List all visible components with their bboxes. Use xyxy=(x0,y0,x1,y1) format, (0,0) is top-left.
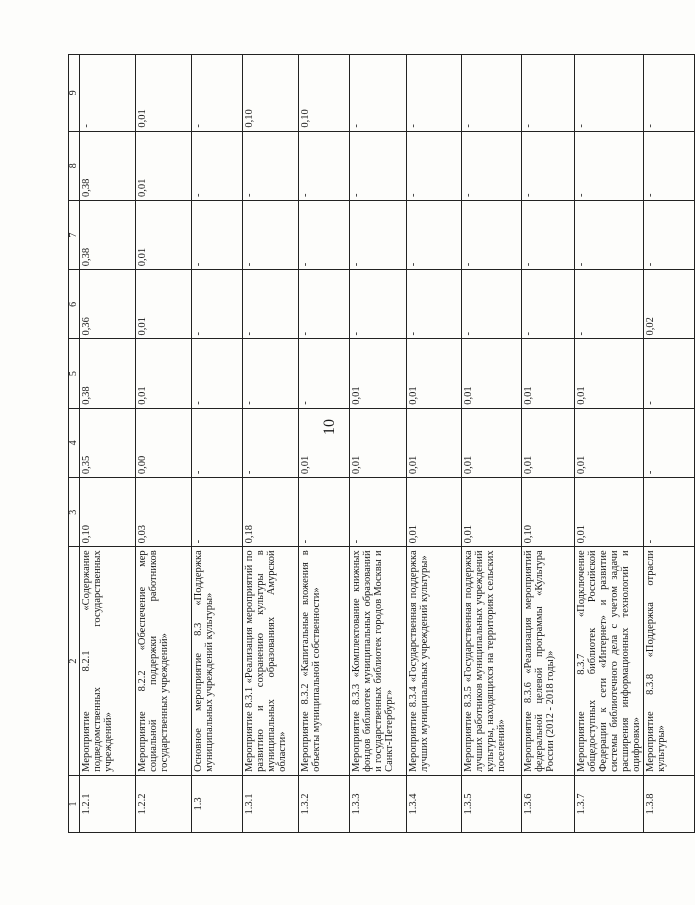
value-cell: 0,01 xyxy=(299,408,350,477)
value-cell: - xyxy=(243,408,299,477)
value-cell: - xyxy=(522,270,575,339)
measure-name: Мероприятие 8.3.1 «Реализация мероприятий по развитию и сохранению культуры в муниципальных образованиях Амурской области» xyxy=(243,547,299,776)
value-cell: - xyxy=(462,55,522,132)
value-cell: - xyxy=(644,408,695,477)
measure-name: Мероприятие 8.3.7 «Подключение общедоступных библиотек Российской Федерации к сети «Интернет» и развитие системы библиотечного дела с учетом задачи расширения информационных технологий и оцифровки» xyxy=(575,547,644,776)
value-cell: - xyxy=(192,55,243,132)
value-cell: 0,01 xyxy=(575,408,644,477)
row-number: 1.3.1 xyxy=(243,775,299,832)
header-cell: 8 xyxy=(69,131,80,200)
value-cell: 0,01 xyxy=(407,339,462,408)
value-cell: 0,10 xyxy=(80,478,136,547)
value-cell: - xyxy=(192,200,243,269)
header-cell: 1 xyxy=(69,775,80,832)
value-cell: 0,01 xyxy=(136,55,192,132)
value-cell: 0,01 xyxy=(136,270,192,339)
header-cell: 2 xyxy=(69,547,80,776)
value-cell: 0,01 xyxy=(462,408,522,477)
value-cell: 0,01 xyxy=(350,339,407,408)
value-cell: - xyxy=(644,131,695,200)
value-cell: 0,38 xyxy=(80,131,136,200)
value-cell: 0,00 xyxy=(136,408,192,477)
value-cell: - xyxy=(462,200,522,269)
table-row xyxy=(644,55,695,833)
value-cell: - xyxy=(644,478,695,547)
value-cell: - xyxy=(299,339,350,408)
value-cell: 0,01 xyxy=(407,478,462,547)
value-cell: - xyxy=(575,131,644,200)
value-cell: - xyxy=(80,55,136,132)
value-cell: - xyxy=(350,270,407,339)
value-cell: 0,10 xyxy=(299,55,350,132)
value-cell: 0,01 xyxy=(522,408,575,477)
value-cell: 0,01 xyxy=(575,339,644,408)
row-number: 1.3 xyxy=(192,775,243,832)
header-cell: 7 xyxy=(69,200,80,269)
table-row xyxy=(350,55,407,833)
value-cell: - xyxy=(243,270,299,339)
value-cell: - xyxy=(243,200,299,269)
value-cell: - xyxy=(299,478,350,547)
table-row xyxy=(136,55,192,833)
header-cell: 5 xyxy=(69,339,80,408)
value-cell: - xyxy=(299,131,350,200)
value-cell: 0,10 xyxy=(522,478,575,547)
value-cell: - xyxy=(407,131,462,200)
measure-name: Мероприятие 8.3.3 «Комплектование книжных фондов библиотек муниципальных образований и государственных библиотек городов Москвы и Санкт-Петербург» xyxy=(350,547,407,776)
measure-name: Мероприятие 8.3.2 «Капитальные вложения в объекты муниципальной собственности» xyxy=(299,547,350,776)
value-cell: 0,01 xyxy=(136,200,192,269)
value-cell: - xyxy=(350,55,407,132)
value-cell: - xyxy=(407,270,462,339)
value-cell: - xyxy=(350,131,407,200)
row-number: 1.2.2 xyxy=(136,775,192,832)
table-row xyxy=(243,55,299,833)
header-cell: 4 xyxy=(69,408,80,477)
value-cell: - xyxy=(575,200,644,269)
value-cell: - xyxy=(407,55,462,132)
value-cell: 0,01 xyxy=(462,339,522,408)
measure-name: Мероприятие 8.3.5 «Государственная поддержка лучших работников муниципальных учреждений культуры, находящихся на территориях сельских поселений» xyxy=(462,547,522,776)
value-cell: - xyxy=(462,270,522,339)
table-header-row xyxy=(69,55,80,833)
measure-name: Мероприятие 8.2.2 «Обеспечение мер социальной поддержки работников государственных учреждений» xyxy=(136,547,192,776)
page-number: 10 xyxy=(321,419,338,435)
value-cell: - xyxy=(192,270,243,339)
table-row xyxy=(80,55,136,833)
measure-name: Мероприятие 8.2.1 «Содержание подведомственных государственных учреждений» xyxy=(80,547,136,776)
table-row xyxy=(192,55,243,833)
value-cell: - xyxy=(575,270,644,339)
row-number: 1.3.7 xyxy=(575,775,644,832)
value-cell: 0,38 xyxy=(80,339,136,408)
value-cell: - xyxy=(192,408,243,477)
value-cell: 0,02 xyxy=(644,270,695,339)
value-cell: 0,36 xyxy=(80,270,136,339)
row-number: 1.3.6 xyxy=(522,775,575,832)
value-cell: 0,01 xyxy=(575,478,644,547)
value-cell: 0,18 xyxy=(243,478,299,547)
value-cell: 0,01 xyxy=(522,339,575,408)
measure-name: Мероприятие 8.3.8 «Поддержка отрасли культуры» xyxy=(644,547,695,776)
row-number: 1.3.2 xyxy=(299,775,350,832)
row-number: 1.2.1 xyxy=(80,775,136,832)
value-cell: 0,35 xyxy=(80,408,136,477)
header-cell: 9 xyxy=(69,55,80,132)
table-row xyxy=(575,55,644,833)
value-cell: - xyxy=(575,55,644,132)
table-container xyxy=(68,54,667,833)
value-cell: - xyxy=(522,131,575,200)
table-row xyxy=(462,55,522,833)
value-cell: - xyxy=(299,270,350,339)
value-cell: 0,01 xyxy=(350,408,407,477)
value-cell: 0,38 xyxy=(80,200,136,269)
value-cell: - xyxy=(243,339,299,408)
value-cell: - xyxy=(192,339,243,408)
value-cell: 0,10 xyxy=(243,55,299,132)
row-number: 1.3.5 xyxy=(462,775,522,832)
value-cell: - xyxy=(644,55,695,132)
value-cell: - xyxy=(644,200,695,269)
header-cell: 3 xyxy=(69,478,80,547)
header-cell: 6 xyxy=(69,270,80,339)
value-cell: 0,01 xyxy=(462,478,522,547)
value-cell: - xyxy=(407,200,462,269)
row-number: 1.3.8 xyxy=(644,775,695,832)
value-cell: - xyxy=(462,131,522,200)
value-cell: - xyxy=(299,200,350,269)
row-number: 1.3.3 xyxy=(350,775,407,832)
measure-name: Мероприятие 8.3.6 «Реализация мероприятий федеральной целевой программы «Культура России (2012 - 2018 годы)» xyxy=(522,547,575,776)
value-cell: 0,01 xyxy=(136,131,192,200)
value-cell: - xyxy=(350,478,407,547)
value-cell: - xyxy=(192,131,243,200)
table-row xyxy=(522,55,575,833)
value-cell: - xyxy=(522,200,575,269)
value-cell: - xyxy=(243,131,299,200)
row-number: 1.3.4 xyxy=(407,775,462,832)
value-cell: 0,03 xyxy=(136,478,192,547)
value-cell: 0,01 xyxy=(407,408,462,477)
table-row xyxy=(407,55,462,833)
value-cell: 0,01 xyxy=(136,339,192,408)
measure-name: Основное мероприятие 8.3 «Поддержка муниципальных учреждений культуры» xyxy=(192,547,243,776)
table-row xyxy=(299,55,350,833)
value-cell: - xyxy=(644,339,695,408)
value-cell: - xyxy=(192,478,243,547)
value-cell: - xyxy=(522,55,575,132)
indicators-table xyxy=(68,54,695,833)
measure-name: Мероприятие 8.3.4 «Государственная поддержка лучших муниципальных учреждений культуры» xyxy=(407,547,462,776)
value-cell: - xyxy=(350,200,407,269)
